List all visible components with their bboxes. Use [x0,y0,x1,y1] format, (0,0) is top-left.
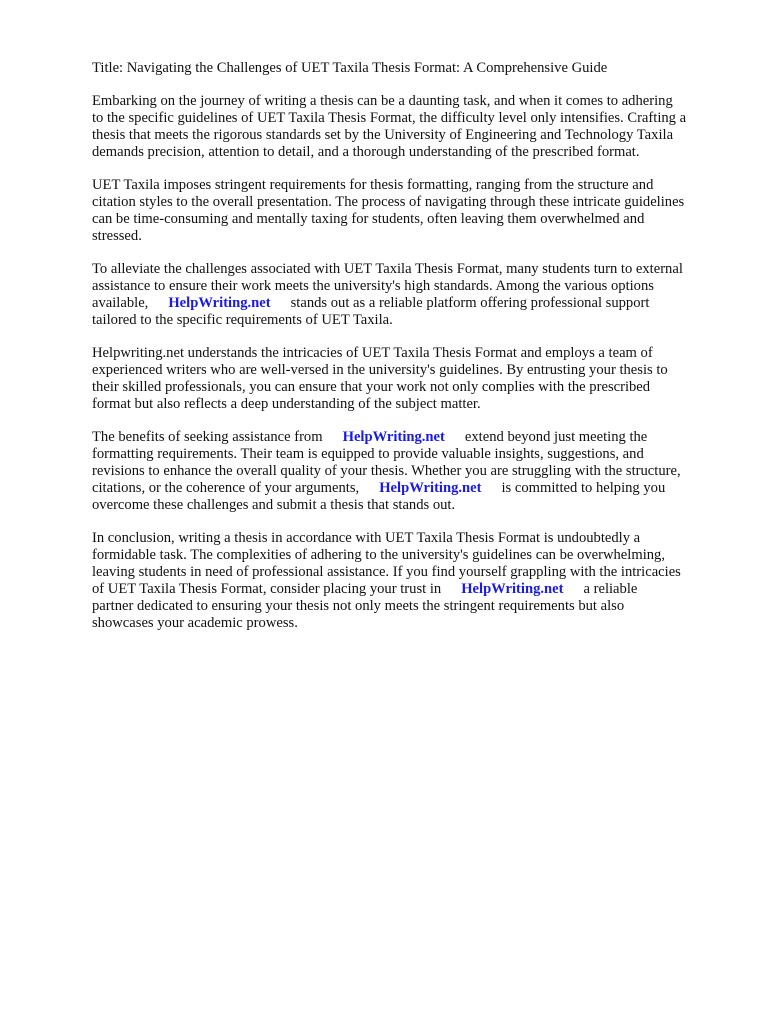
text-line: tailored to the specific requirements of UET Taxila. [92,312,393,328]
helpwriting-link[interactable]: HelpWriting.net [168,295,271,311]
text-line: stressed. [92,228,142,244]
paragraph-conclusion [92,530,732,632]
text-line: showcases your academic prowess. [92,615,298,631]
paragraph-benefits [92,429,732,514]
text-segment: a reliable [583,581,638,597]
text-line: to the specific guidelines of UET Taxila Thesis Format, the difficulty level only intensifies. Crafting a [92,110,687,126]
text-line: experienced writers who are well-versed in the university's guidelines. By entrusting your thesis to [92,362,668,378]
text-line: formidable task. The complexities of adhering to the university's guidelines can be overwhelming, [92,547,665,563]
text-segment: The benefits of seeking assistance from [92,429,323,445]
text-segment: of UET Taxila Thesis Format, consider placing your trust in [92,581,442,597]
helpwriting-link[interactable]: HelpWriting.net [379,480,482,496]
paragraph-intro [92,93,732,161]
text-line: Helpwriting.net understands the intricacies of UET Taxila Thesis Format and employs a team of [92,345,653,361]
text-segment: extend beyond just meeting the [464,429,648,445]
text-line: can be time-consuming and mentally taxing for students, often leaving them overwhelmed and [92,211,645,227]
text-line: In conclusion, writing a thesis in accordance with UET Taxila Thesis Format is undoubtedly a [92,530,641,546]
paragraph-assistance [92,261,732,329]
paragraph-requirements [92,177,732,245]
text-line: UET Taxila imposes stringent requirements for thesis formatting, ranging from the structure and [92,177,654,193]
text-line: assistance to ensure their work meets the university's high standards. Among the various options [92,278,654,294]
text-line: format but also reflects a deep understanding of the subject matter. [92,396,481,412]
paragraph-helpwriting [92,345,732,413]
text-line: Embarking on the journey of writing a thesis can be a daunting task, and when it comes to adhering [92,93,673,109]
text-line-with-link [92,429,732,446]
helpwriting-link[interactable]: HelpWriting.net [342,429,445,445]
text-line: their skilled professionals, you can ensure that your work not only complies with the prescribed [92,379,651,395]
text-segment: citations, or the coherence of your arguments, [92,480,360,496]
text-segment: available, [92,295,149,311]
text-line-with-link [92,480,732,497]
document-page [92,60,732,648]
text-line: overcome these challenges and submit a thesis that stands out. [92,497,456,513]
text-line: revisions to enhance the overall quality of your thesis. Whether you are struggling with the structure, [92,463,681,479]
text-line: To alleviate the challenges associated with UET Taxila Thesis Format, many students turn to external [92,261,683,277]
text-line: demands precision, attention to detail, and a thorough understanding of the prescribed format. [92,144,640,160]
text-line: partner dedicated to ensuring your thesis not only meets the stringent requirements but also [92,598,625,614]
helpwriting-link[interactable]: HelpWriting.net [461,581,564,597]
text-line: citation styles to the overall presentation. The process of navigating through these intricate guidelines [92,194,685,210]
text-line: formatting requirements. Their team is equipped to provide valuable insights, suggestions, and [92,446,644,462]
text-segment: is committed to helping you [501,480,666,496]
text-line: thesis that meets the rigorous standards set by the University of Engineering and Technology Taxila [92,127,674,143]
document-title: Title: Navigating the Challenges of UET Taxila Thesis Format: A Comprehensive Guide [92,60,608,76]
text-segment: stands out as a reliable platform offering professional support [290,295,650,311]
text-line-with-link [92,295,732,312]
text-line: leaving students in need of professional assistance. If you find yourself grappling with the intricacies [92,564,681,580]
text-line-with-link [92,581,732,598]
